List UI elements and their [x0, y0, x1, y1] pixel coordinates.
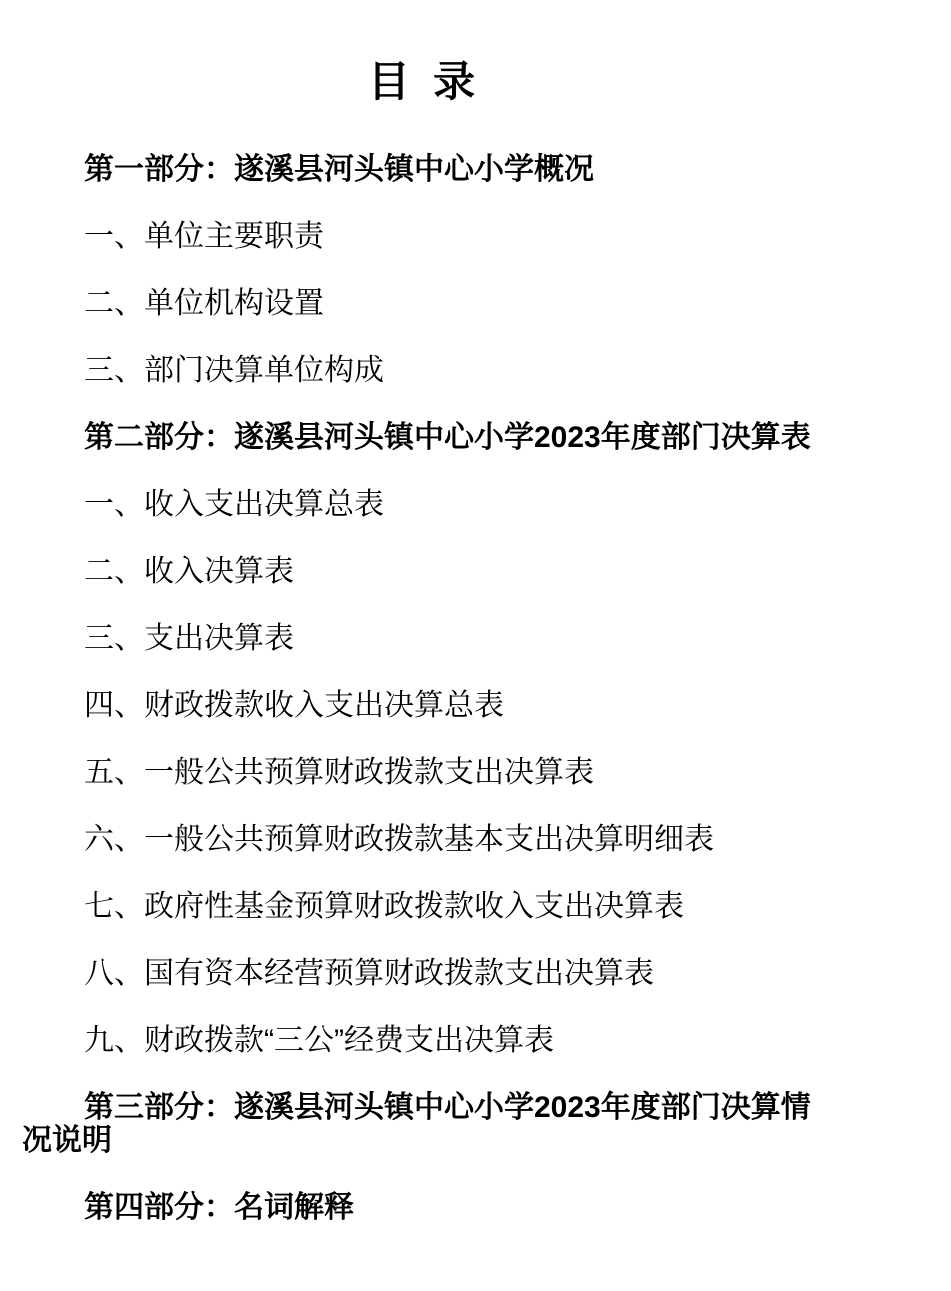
section-heading: 第四部分：名词解释 [84, 1191, 354, 1224]
toc-list [22, 153, 821, 1224]
section-heading: 第一部分：遂溪县河头镇中心小学概况 [84, 153, 594, 186]
toc-item: 三、支出决算表 [84, 622, 294, 655]
toc-item: 六、一般公共预算财政拨款基本支出决算明细表 [84, 823, 714, 856]
toc-item: 二、收入决算表 [84, 555, 294, 588]
toc-item: 八、国有资本经营预算财政拨款支出决算表 [84, 957, 654, 990]
toc-item: 一、收入支出决算总表 [84, 488, 384, 521]
toc-item: 一、单位主要职责 [84, 220, 324, 253]
page-title: 目 录 [367, 58, 476, 105]
toc-item: 三、部门决算单位构成 [84, 354, 384, 387]
toc-item: 二、单位机构设置 [84, 287, 324, 320]
toc-item: 五、一般公共预算财政拨款支出决算表 [84, 756, 594, 789]
toc-item: 四、财政拨款收入支出决算总表 [84, 689, 504, 722]
toc-item: 七、政府性基金预算财政拨款收入支出决算表 [84, 890, 684, 923]
section-heading: 第三部分：遂溪县河头镇中心小学2023年度部门决算情况说明 [22, 1091, 811, 1157]
toc-item: 九、财政拨款“三公”经费支出决算表 [84, 1024, 554, 1057]
section-heading: 第二部分：遂溪县河头镇中心小学2023年度部门决算表 [84, 421, 811, 454]
